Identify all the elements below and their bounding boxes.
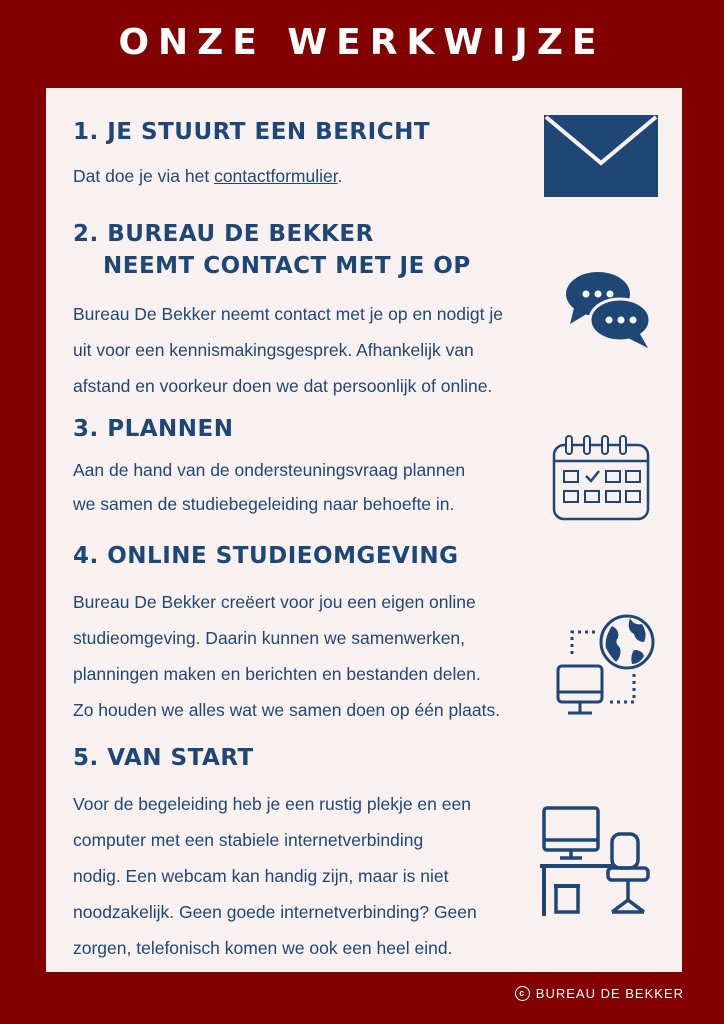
step-3-line: Aan de hand van de ondersteuningsvraag plannen [73, 460, 466, 480]
envelope-icon [544, 115, 658, 197]
step-3-text [73, 453, 465, 521]
step-2-line: uit voor een kennismakingsgesprek. Afhankelijk van [73, 340, 474, 360]
step-4-line: studieomgeving. Daarin kunnen we samenwerken, [73, 628, 466, 648]
step-1-text-before: Dat doe je via het [73, 166, 215, 186]
step-2-line: afstand en voorkeur doen we dat persoonlijk of online. [73, 376, 493, 396]
chat-bubbles-icon [564, 268, 654, 348]
step-1 [73, 116, 430, 194]
contact-form-link[interactable]: contactformulier [214, 166, 338, 186]
step-4 [73, 540, 500, 728]
step-3-line: we samen de studiebegeleiding naar behoefte in. [73, 494, 455, 514]
desk-workspace-icon [538, 804, 652, 920]
step-2-text [73, 296, 503, 404]
step-4-line: Zo houden we alles wat we samen doen op één plaats. [73, 700, 501, 720]
step-5-line: computer met een stabiele internetverbinding [73, 830, 424, 850]
step-2-line: Bureau De Bekker neemt contact met je op en nodigt je [73, 304, 503, 324]
footer-brand [515, 986, 684, 1001]
step-2 [73, 218, 503, 404]
step-1-text-after: . [337, 166, 343, 186]
step-5-heading: 5. VAN START [73, 745, 254, 771]
step-4-text [73, 584, 500, 728]
step-2-heading-line1: 2. BUREAU DE BEKKER [73, 221, 374, 247]
step-2-heading-line2: NEEMT CONTACT MET JE OP [103, 253, 471, 279]
step-5-text [73, 786, 477, 966]
step-2-heading [73, 218, 503, 282]
step-5-line: zorgen, telefonisch komen we ook een heel eind. [73, 938, 453, 958]
step-5 [73, 742, 477, 966]
step-3-heading: 3. PLANNEN [73, 416, 234, 442]
step-5-line: nodig. Een webcam kan handig zijn, maar is niet [73, 866, 449, 886]
step-4-line: planningen maken en berichten en bestanden delen. [73, 664, 481, 684]
step-4-heading: 4. ONLINE STUDIEOMGEVING [73, 543, 459, 569]
step-1-text [73, 158, 430, 194]
page-title: ONZE WERKWIJZE [118, 22, 606, 63]
step-5-line: noodzakelijk. Geen goede internetverbinding? Geen [73, 902, 477, 922]
footer-brand-name: BUREAU DE BEKKER [535, 986, 684, 1001]
globe-computer-icon [554, 612, 658, 718]
content-panel [46, 88, 682, 972]
step-3 [73, 413, 465, 521]
step-1-heading: 1. JE STUURT EEN BERICHT [73, 119, 431, 145]
step-5-line: Voor de begeleiding heb je een rustig plekje en een [73, 794, 471, 814]
calendar-icon [552, 435, 650, 521]
step-4-line: Bureau De Bekker creëert voor jou een eigen online [73, 592, 476, 612]
copyright-icon: c [515, 986, 530, 1001]
